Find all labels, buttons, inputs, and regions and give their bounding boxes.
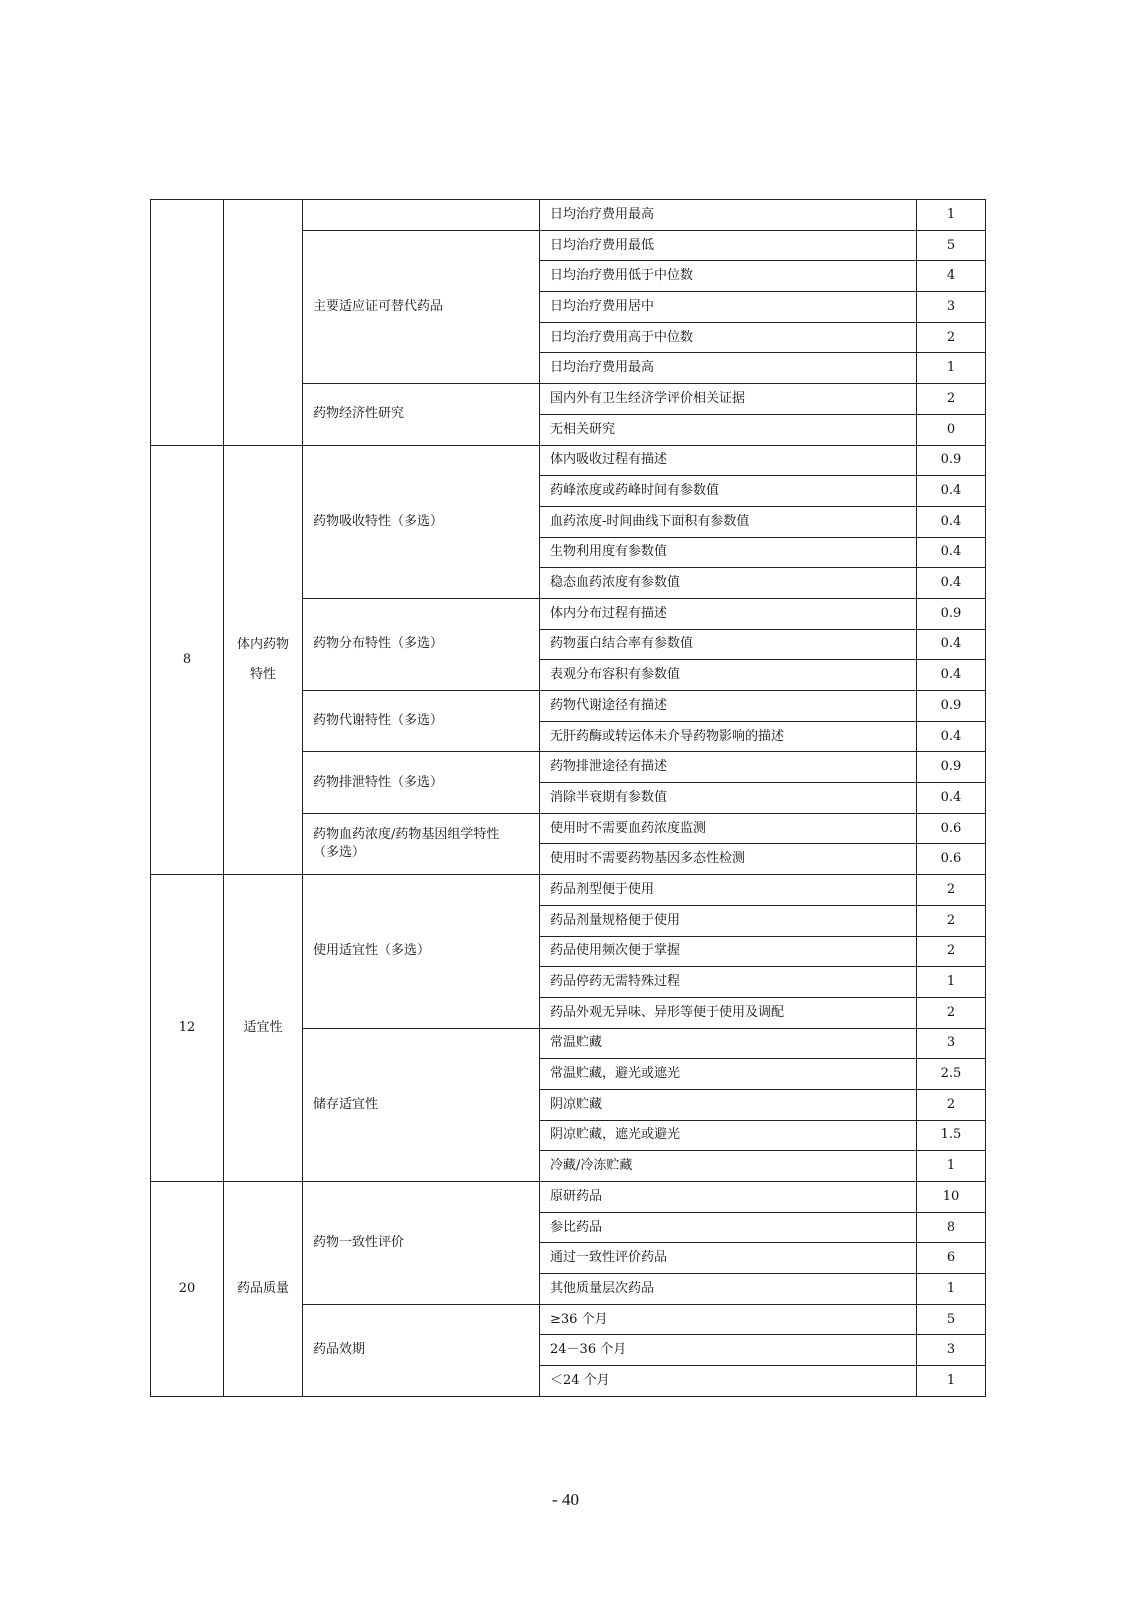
criterion-text: 体内吸收过程有描述 xyxy=(540,445,917,476)
subitem-label: 药品效期 xyxy=(303,1304,540,1396)
criterion-text: ≥36 个月 xyxy=(540,1304,917,1335)
criterion-score: 5 xyxy=(917,230,986,261)
criterion-text: 日均治疗费用最高 xyxy=(540,200,917,231)
subitem-label xyxy=(303,200,540,231)
criterion-text: 药物蛋白结合率有参数值 xyxy=(540,629,917,660)
criterion-text: 无肝药酶或转运体未介导药物影响的描述 xyxy=(540,721,917,752)
criterion-text: 常温贮藏 xyxy=(540,1028,917,1059)
table-row xyxy=(151,445,986,476)
criterion-text: ＜24 个月 xyxy=(540,1366,917,1397)
criterion-score: 0 xyxy=(917,414,986,445)
criterion-text: 日均治疗费用低于中位数 xyxy=(540,261,917,292)
criterion-score: 4 xyxy=(917,261,986,292)
criterion-text: 其他质量层次药品 xyxy=(540,1274,917,1305)
criterion-score: 1 xyxy=(917,1274,986,1305)
criterion-text: 药峰浓度或药峰时间有参数值 xyxy=(540,476,917,507)
criterion-text: 日均治疗费用最高 xyxy=(540,353,917,384)
criterion-text: 稳态血药浓度有参数值 xyxy=(540,568,917,599)
page-number: - 40 xyxy=(552,1490,579,1509)
criterion-score: 2 xyxy=(917,875,986,906)
criterion-score: 2 xyxy=(917,384,986,415)
criterion-score: 0.6 xyxy=(917,844,986,875)
criterion-text: 无相关研究 xyxy=(540,414,917,445)
criterion-text: 药品停药无需特殊过程 xyxy=(540,967,917,998)
criterion-score: 2.5 xyxy=(917,1059,986,1090)
criterion-score: 0.4 xyxy=(917,629,986,660)
criterion-score: 1.5 xyxy=(917,1120,986,1151)
criterion-text: 日均治疗费用最低 xyxy=(540,230,917,261)
criterion-score: 0.4 xyxy=(917,783,986,814)
criterion-text: 体内分布过程有描述 xyxy=(540,598,917,629)
criterion-score: 3 xyxy=(917,292,986,323)
criterion-text: 药物代谢途径有描述 xyxy=(540,691,917,722)
section-category xyxy=(224,1182,303,1397)
criterion-text: 药品剂量规格便于使用 xyxy=(540,905,917,936)
criterion-score: 1 xyxy=(917,967,986,998)
subitem-label-line: 药物血药浓度/药物基因组学特性 xyxy=(313,826,500,842)
subitem-label: 药物分布特性（多选） xyxy=(303,598,540,690)
criterion-score: 1 xyxy=(917,200,986,231)
criterion-score: 0.9 xyxy=(917,445,986,476)
criterion-score: 2 xyxy=(917,1089,986,1120)
category-line: 特性 xyxy=(249,666,276,682)
subitem-label: 药物排泄特性（多选） xyxy=(303,752,540,813)
criterion-text: 通过一致性评价药品 xyxy=(540,1243,917,1274)
criterion-text: 使用时不需要药物基因多态性检测 xyxy=(540,844,917,875)
criterion-score: 0.4 xyxy=(917,660,986,691)
criterion-text: 日均治疗费用高于中位数 xyxy=(540,322,917,353)
subitem-label: 药物代谢特性（多选） xyxy=(303,691,540,752)
table-row xyxy=(151,875,986,906)
criterion-text: 消除半衰期有参数值 xyxy=(540,783,917,814)
subitem-label: 使用适宜性（多选） xyxy=(303,875,540,1028)
criterion-text: 生物利用度有参数值 xyxy=(540,537,917,568)
subitem-label: 储存适宜性 xyxy=(303,1028,540,1181)
criterion-score: 1 xyxy=(917,1151,986,1182)
category-line: 药品质量 xyxy=(236,1280,289,1296)
section-number: 12 xyxy=(151,875,224,1182)
criterion-score: 6 xyxy=(917,1243,986,1274)
category-line: 体内药物 xyxy=(236,636,289,652)
category-line: 适宜性 xyxy=(243,1020,283,1036)
subitem-label-line: （多选） xyxy=(313,844,366,860)
criterion-score: 8 xyxy=(917,1212,986,1243)
criterion-text: 药品剂型便于使用 xyxy=(540,875,917,906)
criterion-text: 24－36 个月 xyxy=(540,1335,917,1366)
criterion-text: 药品外观无异味、异形等便于使用及调配 xyxy=(540,997,917,1028)
criterion-text: 药物排泄途径有描述 xyxy=(540,752,917,783)
criterion-score: 2 xyxy=(917,997,986,1028)
criterion-text: 日均治疗费用居中 xyxy=(540,292,917,323)
criterion-score: 2 xyxy=(917,905,986,936)
subitem-label xyxy=(303,813,540,874)
criterion-text: 表观分布容积有参数值 xyxy=(540,660,917,691)
criterion-score: 0.9 xyxy=(917,691,986,722)
section-number: 20 xyxy=(151,1182,224,1397)
criterion-score: 2 xyxy=(917,322,986,353)
criterion-score: 0.6 xyxy=(917,813,986,844)
table-row xyxy=(151,200,986,231)
subitem-label: 药物经济性研究 xyxy=(303,384,540,445)
criterion-score: 0.4 xyxy=(917,568,986,599)
subitem-label: 药物一致性评价 xyxy=(303,1182,540,1305)
criterion-score: 3 xyxy=(917,1335,986,1366)
criterion-score: 0.4 xyxy=(917,506,986,537)
table-row xyxy=(151,1182,986,1213)
criterion-text: 原研药品 xyxy=(540,1182,917,1213)
criterion-score: 1 xyxy=(917,1366,986,1397)
subitem-label: 药物吸收特性（多选） xyxy=(303,445,540,598)
criterion-score: 0.4 xyxy=(917,476,986,507)
criterion-score: 0.4 xyxy=(917,537,986,568)
criterion-text: 国内外有卫生经济学评价相关证据 xyxy=(540,384,917,415)
subitem-label: 主要适应证可替代药品 xyxy=(303,230,540,383)
criterion-score: 5 xyxy=(917,1304,986,1335)
criterion-score: 0.4 xyxy=(917,721,986,752)
section-number xyxy=(151,200,224,446)
criterion-text: 阴凉贮藏 xyxy=(540,1089,917,1120)
criterion-text: 常温贮藏，避光或遮光 xyxy=(540,1059,917,1090)
criterion-score: 2 xyxy=(917,936,986,967)
criterion-score: 0.9 xyxy=(917,752,986,783)
criterion-text: 参比药品 xyxy=(540,1212,917,1243)
criterion-score: 10 xyxy=(917,1182,986,1213)
scoring-table xyxy=(150,199,986,1397)
criterion-text: 阴凉贮藏，遮光或避光 xyxy=(540,1120,917,1151)
criterion-score: 0.9 xyxy=(917,598,986,629)
criterion-text: 冷藏/冷冻贮藏 xyxy=(540,1151,917,1182)
section-category xyxy=(224,875,303,1182)
criterion-text: 使用时不需要血药浓度监测 xyxy=(540,813,917,844)
section-category xyxy=(224,200,303,446)
criterion-score: 3 xyxy=(917,1028,986,1059)
section-number: 8 xyxy=(151,445,224,875)
section-category xyxy=(224,445,303,875)
criterion-text: 血药浓度-时间曲线下面积有参数值 xyxy=(540,506,917,537)
criterion-text: 药品使用频次便于掌握 xyxy=(540,936,917,967)
criterion-score: 1 xyxy=(917,353,986,384)
